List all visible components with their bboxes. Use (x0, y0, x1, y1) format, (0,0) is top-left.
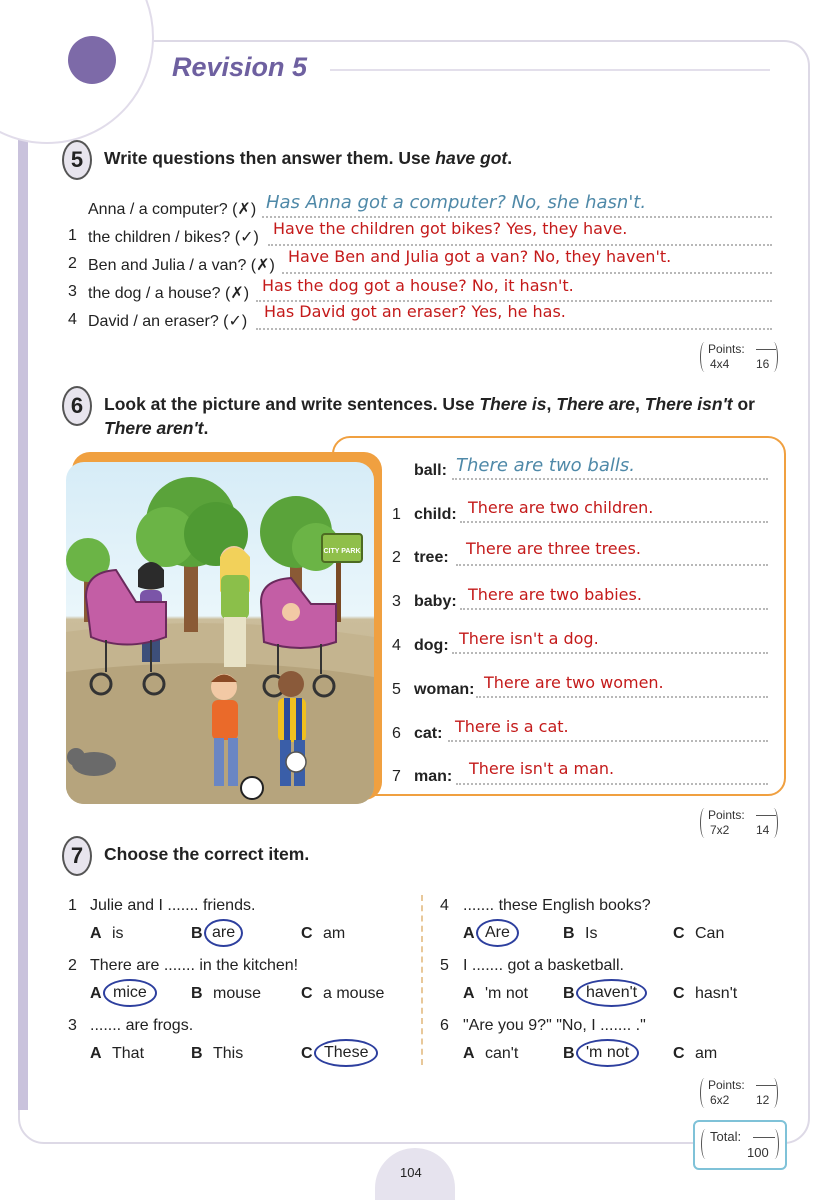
ex6-item-answer: There isn't a man. (469, 759, 615, 778)
ex5-item-answer: Has the dog got a house? No, it hasn't. (262, 276, 574, 295)
answer-line (460, 608, 768, 610)
option-c[interactable]: am (695, 1045, 718, 1062)
option-a-selected[interactable]: Are (476, 919, 519, 947)
option-letter: A (463, 985, 475, 1002)
ex6-item-word: baby: (414, 593, 457, 610)
answer-line (448, 740, 768, 742)
ex7-q-num: 6 (440, 1017, 449, 1034)
ex5-item-num: 4 (68, 311, 77, 328)
option-b-selected[interactable]: 'm not (576, 1039, 639, 1067)
ex7-q-text: There are ....... in the kitchen! (90, 957, 299, 974)
answer-line (262, 216, 772, 218)
ex6-item-word: woman: (414, 681, 475, 698)
ex7-q-text: I ....... got a basketball. (463, 957, 624, 974)
ex5-item-num: 3 (68, 283, 77, 300)
answer-line (452, 478, 768, 480)
ex6-example-word: ball: (414, 462, 447, 479)
sign-text: CITY PARK (323, 548, 361, 555)
option-c[interactable]: am (323, 925, 346, 942)
option-letter: C (301, 985, 313, 1002)
option-a-selected[interactable]: mice (103, 979, 157, 1007)
option-letter: A (463, 1045, 475, 1062)
ex7-q-text: Julie and I ....... friends. (90, 897, 256, 914)
ex5-example-prompt: Anna / a computer? (✗) (88, 201, 257, 218)
answer-line (456, 783, 768, 785)
answer-line (476, 696, 768, 698)
exercise-5-number: 5 (62, 140, 92, 180)
ex5-item-answer: Have Ben and Julia got a van? No, they haven't. (288, 247, 672, 266)
option-a[interactable]: 'm not (485, 985, 529, 1002)
ex6-example-answer: There are two balls. (456, 455, 635, 476)
ex6-item-num: 4 (392, 637, 401, 654)
ex6-item-num: 5 (392, 681, 401, 698)
column-divider (421, 895, 423, 1065)
ex6-item-num: 1 (392, 506, 401, 523)
ex5-item-num: 2 (68, 255, 77, 272)
ex7-q-text: "Are you 9?" "No, I ....... ." (463, 1017, 646, 1034)
ex6-item-word: man: (414, 768, 453, 785)
ex6-item-num: 6 (392, 725, 401, 742)
ex5-item-prompt: Ben and Julia / a van? (✗) (88, 257, 275, 274)
answer-line (456, 564, 768, 566)
answer-line (460, 521, 768, 523)
option-b-selected[interactable]: haven't (576, 979, 647, 1007)
answer-line (268, 244, 772, 246)
option-c-selected[interactable]: These (314, 1039, 378, 1067)
option-c[interactable]: a mouse (323, 985, 385, 1002)
total-points: Total: 100 (701, 1129, 779, 1159)
option-b[interactable]: mouse (213, 985, 262, 1002)
ex6-item-word: cat: (414, 725, 443, 742)
ex6-item-answer: There isn't a dog. (459, 629, 599, 648)
total-box (693, 1120, 787, 1170)
page-title: Revision 5 (172, 52, 308, 82)
option-a[interactable]: That (112, 1045, 145, 1062)
exercise-6-heading: Look at the picture and write sentences. Use There is, There are, There isn't or There aren't. (104, 394, 755, 438)
park-picture (66, 462, 374, 804)
woman-figure (220, 546, 250, 667)
title-line (330, 69, 770, 71)
exercise-7-number: 7 (62, 836, 92, 876)
ex6-item-answer: There are two children. (468, 498, 654, 517)
ex6-item-answer: There is a cat. (455, 717, 569, 736)
ex7-q-text: ....... these English books? (463, 897, 651, 914)
page-number: 104 (400, 1165, 422, 1180)
answer-line (282, 272, 772, 274)
exercise-7-heading: Choose the correct item. (104, 844, 310, 864)
option-letter: B (563, 1045, 575, 1062)
option-letter: B (563, 925, 575, 942)
ex6-item-num: 2 (392, 549, 401, 566)
option-letter: B (191, 1045, 203, 1062)
option-a[interactable]: is (112, 925, 124, 942)
ex7-q-num: 2 (68, 957, 77, 974)
ex7-q-text: ....... are frogs. (90, 1017, 194, 1034)
answer-line (256, 328, 772, 330)
answer-line (452, 652, 768, 654)
ex5-item-answer: Has David got an eraser? Yes, he has. (264, 302, 566, 321)
revision-dot-icon (68, 36, 116, 84)
ex7-q-num: 1 (68, 897, 77, 914)
ex7-q-num: 4 (440, 897, 449, 914)
option-letter: C (301, 925, 313, 942)
left-bar (18, 120, 28, 1110)
option-b[interactable]: Is (585, 925, 598, 942)
ball-icon (241, 777, 263, 799)
ex6-item-word: tree: (414, 549, 449, 566)
option-letter: C (673, 925, 685, 942)
ex6-item-num: 3 (392, 593, 401, 610)
option-c[interactable]: hasn't (695, 985, 738, 1002)
ex6-item-answer: There are two babies. (468, 585, 642, 604)
exercise-5-heading: Write questions then answer them. Use have got. (104, 148, 513, 168)
option-letter: A (90, 985, 102, 1002)
ex5-item-prompt: the dog / a house? (✗) (88, 285, 250, 302)
option-b[interactable]: This (213, 1045, 244, 1062)
option-a[interactable]: can't (485, 1045, 519, 1062)
option-c[interactable]: Can (695, 925, 725, 942)
ex7-points: Points: 6x2 12 (700, 1078, 778, 1108)
ex5-item-prompt: the children / bikes? (✓) (88, 229, 259, 246)
option-letter: A (463, 925, 475, 942)
ex5-points: Points: 4x4 16 (700, 342, 778, 372)
option-letter: C (301, 1045, 313, 1062)
option-b-selected[interactable]: are (204, 919, 243, 947)
ex6-item-answer: There are two women. (484, 673, 664, 692)
option-letter: A (90, 1045, 102, 1062)
ex5-item-answer: Have the children got bikes? Yes, they have. (273, 219, 628, 238)
option-letter: B (191, 985, 203, 1002)
ex6-item-word: child: (414, 506, 457, 523)
option-letter: A (90, 925, 102, 942)
ex6-points: Points: 7x2 14 (700, 808, 778, 838)
option-letter: C (673, 985, 685, 1002)
exercise-6-number: 6 (62, 386, 92, 426)
ex7-q-num: 3 (68, 1017, 77, 1034)
ex6-item-answer: There are three trees. (466, 539, 641, 558)
ex6-item-word: dog: (414, 637, 449, 654)
ex5-example-answer: Has Anna got a computer? No, she hasn't. (266, 192, 647, 213)
ex7-q-num: 5 (440, 957, 449, 974)
ex5-item-prompt: David / an eraser? (✓) (88, 313, 248, 330)
option-letter: B (563, 985, 575, 1002)
ball-icon (286, 752, 306, 772)
option-letter: B (191, 925, 203, 942)
ex6-item-num: 7 (392, 768, 401, 785)
ex5-item-num: 1 (68, 227, 77, 244)
option-letter: C (673, 1045, 685, 1062)
